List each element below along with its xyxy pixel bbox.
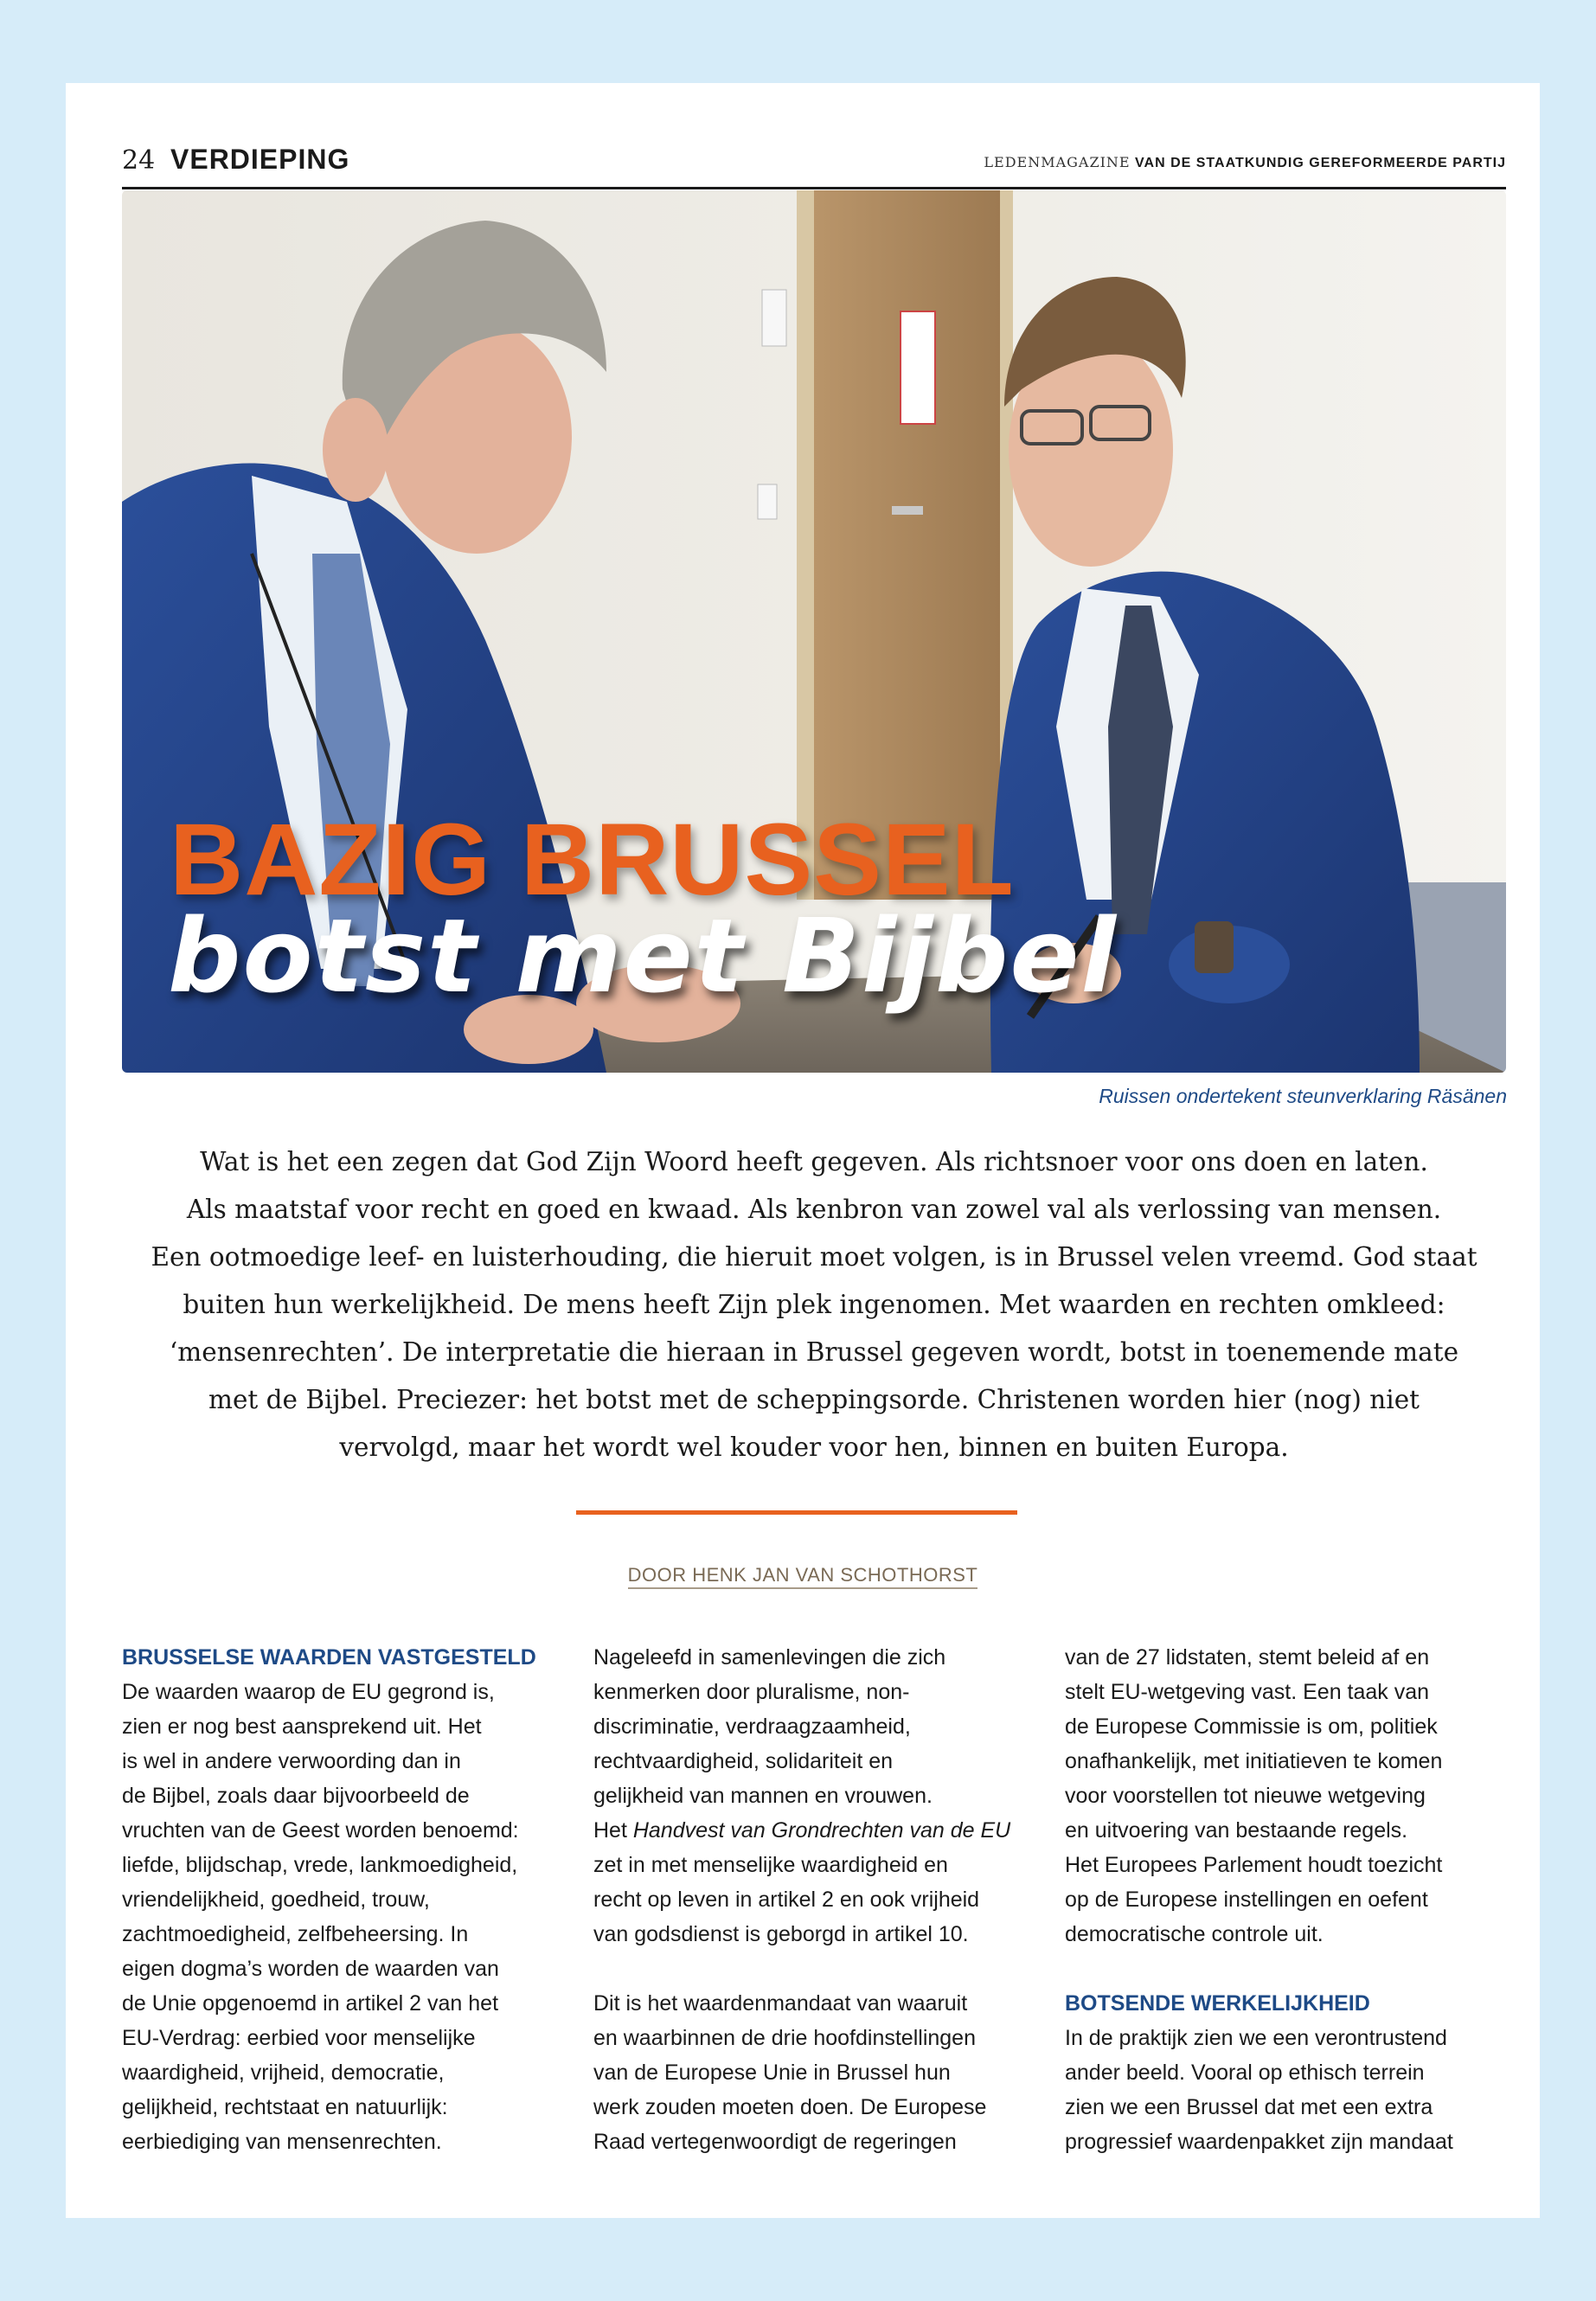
- magazine-page: [66, 83, 1540, 2218]
- paragraph-gap: [1065, 1952, 1515, 1986]
- lead-line: Wat is het een zegen dat God Zijn Woord heeft gegeven. Als richtsnoer voor ons doen en laten.: [200, 1147, 1428, 1176]
- lead-line: vervolgd, maar het wordt wel kouder voor hen, binnen en buiten Europa.: [339, 1433, 1289, 1462]
- body-line: Dit is het waardenmandaat van waaruit: [593, 1991, 968, 2016]
- section-title: VERDIEPING: [170, 144, 350, 175]
- headline-script: botst met Bijbel: [168, 896, 1118, 1016]
- body-line: voor voorstellen tot nieuwe wetgeving: [1065, 1784, 1426, 1808]
- body-line: van de Europese Unie in Brussel hun: [593, 2061, 951, 2085]
- body-line: liefde, blijdschap, vrede, lankmoedigheid,: [122, 1853, 518, 1877]
- lead-line: ‘mensenrechten’. De interpretatie die hieraan in Brussel gegeven wordt, botst in toenemende mate: [169, 1337, 1459, 1367]
- lead-line: met de Bijbel. Preciezer: het botst met de scheppingsorde. Christenen worden hier (nog) niet: [208, 1385, 1420, 1414]
- body-line: de Unie opgenoemd in artikel 2 van het: [122, 1991, 499, 2016]
- body-line: zien we een Brussel dat met een extra: [1065, 2095, 1433, 2119]
- body-line: kenmerken door pluralisme, non-: [593, 1680, 910, 1704]
- body-line: en waarbinnen de drie hoofdinstellingen: [593, 2026, 976, 2050]
- body-line: stelt EU-wetgeving vast. Een taak van: [1065, 1680, 1430, 1704]
- body-line: rechtvaardigheid, solidariteit en: [593, 1749, 894, 1773]
- body-line: op de Europese instellingen en oefent: [1065, 1888, 1428, 1912]
- body-line: van godsdienst is geborgd in artikel 10.: [593, 1922, 969, 1946]
- page-header: [122, 144, 1506, 189]
- body-line: De waarden waarop de EU gegrond is,: [122, 1680, 495, 1704]
- subheading-brusselse-waarden: BRUSSELSE WAARDEN VASTGESTELD: [122, 1645, 536, 1670]
- handvest-title: Handvest van Grondrechten van de EU: [632, 1818, 1011, 1843]
- lead-line: Als maatstaf voor recht en goed en kwaad. Als kenbron van zowel val als verlossing van mensen.: [186, 1195, 1442, 1224]
- body-line-handvest: [593, 1813, 1043, 1848]
- body-line: democratische controle uit.: [1065, 1922, 1324, 1946]
- body-line: de Bijbel, zoals daar bijvoorbeeld de: [122, 1784, 470, 1808]
- magazine-name-part-b: VAN DE STAATKUNDIG GEREFORMEERDE PARTIJ: [1135, 156, 1506, 170]
- body-line: Het Europees Parlement houdt toezicht: [1065, 1853, 1443, 1877]
- body-line: Nageleefd in samenlevingen die zich: [593, 1645, 946, 1670]
- body-line: is wel in andere verwoording dan in: [122, 1749, 461, 1773]
- paragraph-gap: [593, 1952, 1043, 1986]
- body-line: Raad vertegenwoordigt de regeringen: [593, 2130, 957, 2154]
- orange-divider: [576, 1510, 1017, 1515]
- body-line: discriminatie, verdraagzaamheid,: [593, 1715, 911, 1739]
- photo-caption: Ruissen ondertekent steunverklaring Räsänen: [1099, 1085, 1507, 1107]
- body-line: vriendelijkheid, goedheid, trouw,: [122, 1888, 430, 1912]
- body-line: van de 27 lidstaten, stemt beleid af en: [1065, 1645, 1430, 1670]
- body-line: vruchten van de Geest worden benoemd:: [122, 1818, 519, 1843]
- subheading-botsende-werkelijkheid: BOTSENDE WERKELIJKHEID: [1065, 1991, 1370, 2016]
- body-line: waardigheid, vrijheid, democratie,: [122, 2061, 445, 2085]
- body-line: EU-Verdrag: eerbied voor menselijke: [122, 2026, 476, 2050]
- body-line: gelijkheid, rechtstaat en natuurlijk:: [122, 2095, 448, 2119]
- body-line: de Europese Commissie is om, politiek: [1065, 1715, 1438, 1739]
- magazine-name: [984, 154, 1506, 171]
- lead-line: buiten hun werkelijkheid. De mens heeft Zijn plek ingenomen. Met waarden en rechten omkleed:: [183, 1290, 1445, 1319]
- handvest-prefix: Het: [593, 1818, 633, 1843]
- body-line: werk zouden moeten doen. De Europese: [593, 2095, 987, 2119]
- body-line: recht op leven in artikel 2 en ook vrijheid: [593, 1888, 980, 1912]
- body-line: zet in met menselijke waardigheid en: [593, 1853, 948, 1877]
- lead-paragraph: [118, 1138, 1510, 1471]
- body-line: zachtmoedigheid, zelfbeheersing. In: [122, 1922, 469, 1946]
- byline-text: DOOR HENK JAN VAN SCHOTHORST: [628, 1564, 978, 1589]
- body-line: In de praktijk zien we een verontrustend: [1065, 2026, 1447, 2050]
- headline-orange: BAZIG BRUSSEL: [170, 803, 1015, 917]
- body-line: onafhankelijk, met initiatieven te komen: [1065, 1749, 1443, 1773]
- body-line: ander beeld. Vooral op ethisch terrein: [1065, 2061, 1425, 2085]
- magazine-name-part-a: LEDENMAGAZINE: [984, 154, 1131, 170]
- column-1: [122, 1640, 572, 2159]
- body-line: eigen dogma’s worden de waarden van: [122, 1957, 499, 1981]
- page-number: 24: [122, 145, 156, 176]
- column-3: [1065, 1640, 1515, 2159]
- body-line: eerbiediging van mensenrechten.: [122, 2130, 442, 2154]
- body-line: zien er nog best aansprekend uit. Het: [122, 1715, 482, 1739]
- byline: [66, 1564, 1540, 1586]
- body-line: gelijkheid van mannen en vrouwen.: [593, 1784, 933, 1808]
- body-line: progressief waardenpakket zijn mandaat: [1065, 2130, 1453, 2154]
- lead-line: Een ootmoedige leef- en luisterhouding, die hieruit moet volgen, is in Brussel velen vreemd. God staat: [151, 1242, 1477, 1272]
- column-2: [593, 1640, 1043, 2159]
- body-line: en uitvoering van bestaande regels.: [1065, 1818, 1408, 1843]
